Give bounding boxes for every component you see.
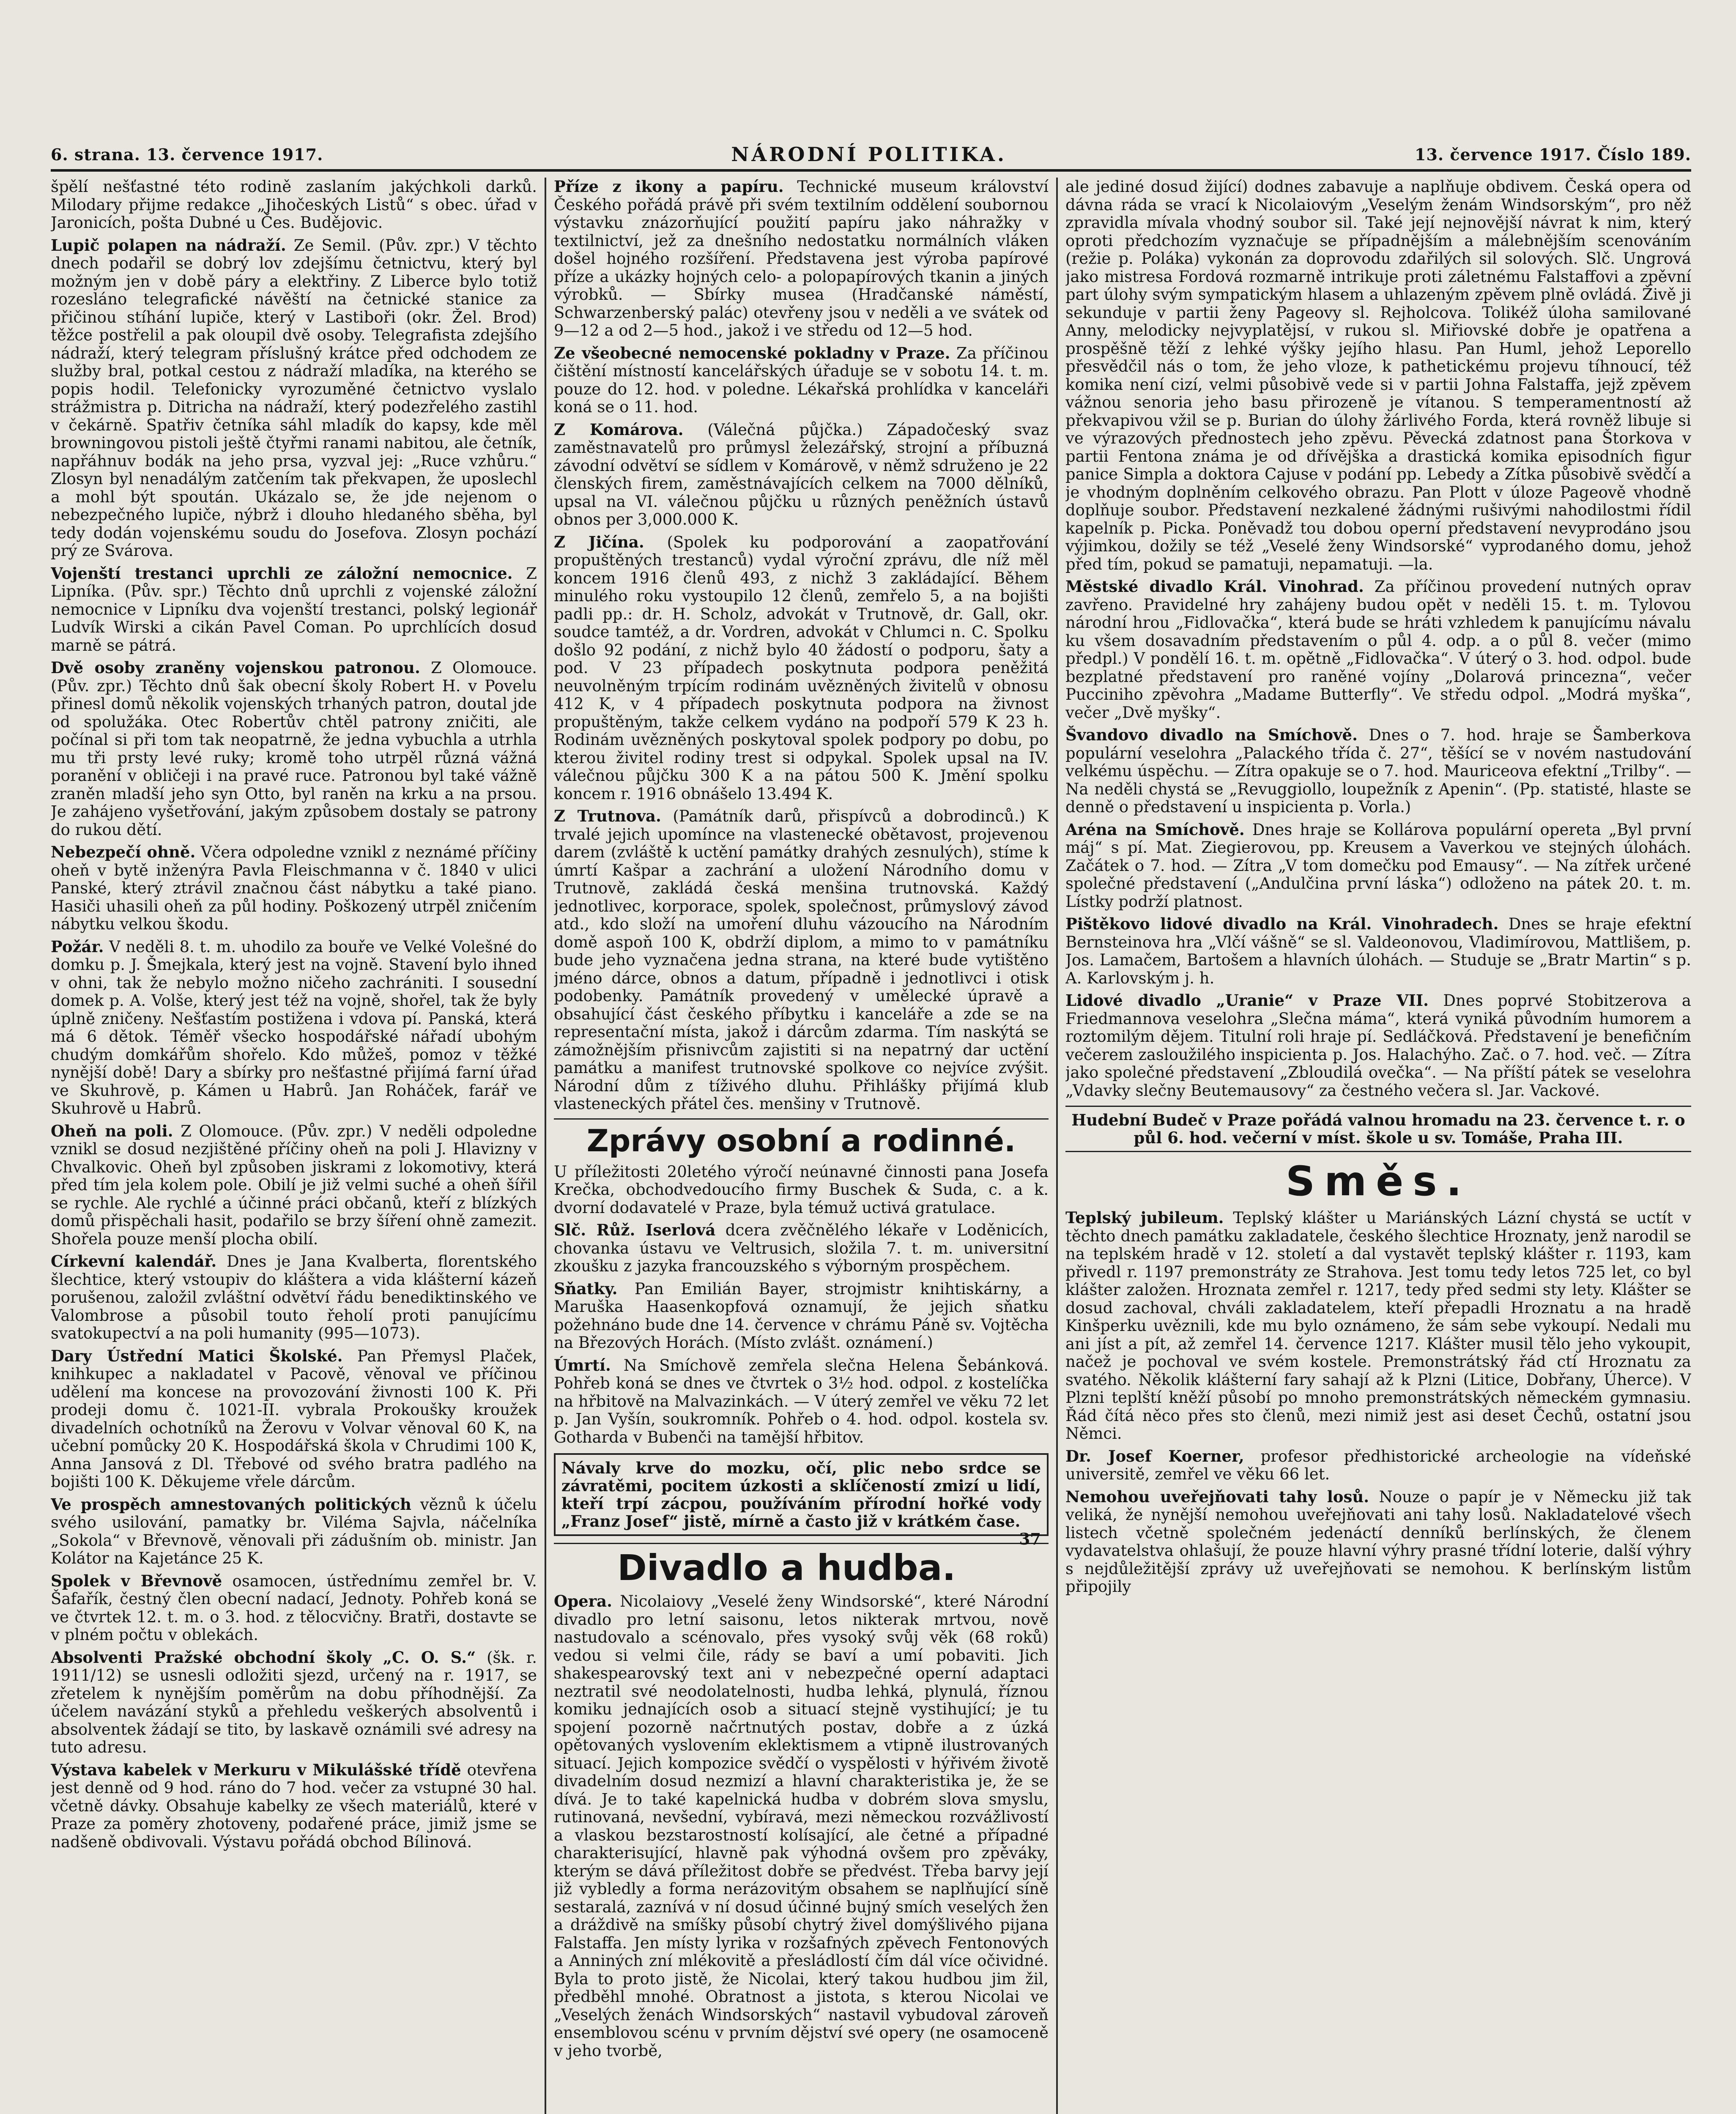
article <box>1065 1209 1691 1443</box>
article <box>51 1347 537 1491</box>
article-body: otevřena jest denně od 9 hod. ráno do 7 hod. večer za vstupné 30 hal. včetně dávky. Obsahuje kabelky ze všech materiálů, které v Praze za poměry zhotoveny, podařené práce, jimiž jsme se nadšeně obdivovali. Výstavu pořádá obchod Bílinová. <box>51 1761 537 1851</box>
article <box>554 1163 1049 1217</box>
article-body: Dnes poprvé Stobitzerova a Friedmannova veselohra „Slečna máma“, která vyniká původním humorem a roztomilým dějem. Titulní roli hraje pí. Sedláčková. Představení je benefičním večerem zasloužilého inspicienta p. Jos. Halachýho. Zač. o 7. hod. več. — Zítra jako společné představení „Zbloudilá ovečka“. — Na příští pátek se veselohra „Vdavky slečny Beutemausovy“ za čestného večera sl. Jar. Vackové. <box>1065 991 1691 1100</box>
article-headline: Nemohou uveřejňovati tahy losů. <box>1065 1487 1369 1506</box>
article-body: Technické museum království Českého pořádá právě při svém textilním oddělení soubornou výstavku znázorňující použití papíru jako náhražky v textilnictví, jež za dnešního nedostatku normálních vláken došel hojného rozšíření. Představena jest výroba papírové příze a ukázky hojných celo- a polopapírových tkanin a jiných výrobků. — Sbírky musea (Hradčanské náměstí, Schwarzenberský palác) otevřeny jsou v neděli a ve svátek od 9—12 a od 2—5 hod., jakož i ve středu od 12—5 hod. <box>554 178 1049 340</box>
article-body: Včera odpoledne vznikl z neznámé příčiny oheň v bytě inženýra Pavla Fleischmanna v č. 1840 v ulici Panské, který ztrávil značnou část nábytku a také piano. Hasiči uhasili oheň za půl hodiny. Poškozený utrpěl zničením nábytku velkou škodu. <box>51 843 537 933</box>
article <box>1065 991 1691 1100</box>
article-headline: Švandovo divadlo na Smíchově. <box>1065 726 1358 744</box>
article-headline: Spolek v Břevnově <box>51 1571 222 1590</box>
article-headline: Slč. Růž. Iserlová <box>554 1221 716 1239</box>
article-body: profesor předhistorické archeologie na vídeňské universitě, zemřel ve věku 66 let. <box>1065 1447 1691 1483</box>
advertisement-box <box>554 1453 1049 1548</box>
announcement <box>1065 1106 1691 1152</box>
advertisement-text: Návaly krve do mozku, očí, plic nebo srdce se závratěmi, pocitem úzkosti a sklíčeností zmizí u lidí, kteří trpí zácpou, používáním přírodní hořké vody „Franz Josef“ jistě, mírně a často již v krátkém čase. <box>561 1459 1041 1531</box>
article-headline: Z Trutnova. <box>554 807 661 825</box>
article-headline: Dvě osoby zraněny vojenskou patronou. <box>51 658 420 677</box>
article-headline: Ve prospěch amnestovaných politických <box>51 1495 411 1514</box>
article-headline: Aréna na Smíchově. <box>1065 820 1245 839</box>
column-3 <box>1065 178 1691 2114</box>
article-body: Za příčinou provedení nutných oprav zavřeno. Pravidelné hry zahájeny budou opět v neděli 15. t. m. Tylovou národní hrou „Fidlovačka“, která bude se hráti vzhledem k panujícímu návalu ku všem dosavadním představením o půl 4. odp. a o půl 8. večer (mimo předpl.) V pondělí 16. t. m. opětně „Fidlovačka“. V úterý o 3. hod. odpol. bude bezplatné představení pro raněné vojíny „Dolarová princezna“, večer Pucciniho zpěvohra „Madame Butterfly“. Ve středu odpol. „Modrá myška“, večer „Dvě myšky“. <box>1065 578 1691 722</box>
announcement-body: pořádá valnou hromadu na 23. července t. r. o půl 6. hod. večerní v míst. škole u sv. Tomáše, Praha III. <box>1134 1111 1685 1147</box>
article-body: Pan Emilián Bayer, strojmistr knihtiskárny, a Maruška Haasenkopfová oznamují, že jejich sňatku požehnáno bude dne 14. července v chrámu Páně sv. Vojtěcha na Březových Horách. (Místo zvlášt. oznámení.) <box>554 1279 1049 1352</box>
article-body: dcera zvěčnělého lékaře v Loděnicích, chovanka ústavu ve Veltrusich, složila 7. t. m. universitní zkoušku z jazyka francouzského s výborným prospěchem. <box>554 1221 1049 1275</box>
article-headline: Dary Ústřední Matici Školské. <box>51 1346 343 1365</box>
column-1 <box>51 178 537 2114</box>
section-title-divadlo: Divadlo a hudba. <box>554 1543 1049 1588</box>
article <box>1065 178 1691 573</box>
article <box>51 564 537 655</box>
article <box>1065 1488 1691 1596</box>
article-headline: Nebezpečí ohně. <box>51 843 196 861</box>
article <box>554 1592 1049 2060</box>
article-headline: Pištěkovo lidové divadlo na Král. Vinohradech. <box>1065 915 1499 933</box>
article <box>51 1122 537 1249</box>
article-body: Dnes o 7. hod. hraje se Šamberkova populární veselohra „Palackého třída č. 27“, těšící se v novém nastudování velkému úspěchu. — Zítra opakuje se o 7. hod. Mauriceova efektní „Trilby“. — Na neděli chystá se „Revuggiollo, loupežník z Apenin“. (Pp. statisté, hlaste se denně o představení u inspicienta p. Vorla.) <box>1065 726 1691 816</box>
article-body: Dnes hraje se Kollárova populární opereta „Byl první máj“ s pí. Mat. Ziegierovou, pp. Kreusem a Vaverkou ve stejných úlohách. Začátek o 7. hod. — Zítra „V tom domečku pod Emausy“. — Na zítřek určené společné představení („Andulčina první láska“) odloženo na pátek 20. t. m. Lístky podrží platnost. <box>1065 820 1691 911</box>
article <box>51 178 537 232</box>
article-body: Ze Semil. (Pův. zpr.) V těchto dnech podařil se dobrý lov zdejšímu četnictvu, který byl možným jen v době páry a elektřiny. Z Liberce bylo totiž rozesláno telegrafické návěští na četnické stanice za přičinou stíhání lupiče, který v Lastiboři (okr. Žel. Brod) těžce postřelil a pak oloupil dvě osoby. Telegrafista zdejšího nádraží, který telegram příslušný krátce před odchodem ze služby bral, potkal cestou z nádraží mladíka, na kterého se popis hodil. Telefonicky vyrozuměné četnictvo vyslalo strážmistra p. Ditricha na nádraží, který podezřelého zastihl v čekárně. Spatřiv četníka sáhl mladík do kapsy, kde měl browningovou pistoli ještě čtyřmi ranami nabitou, ale četník, napřáhnuv bodák na jeho prsa, vyzval jej: „Ruce vzhůru.“ Zlosyn byl nenadálým zatčením tak překvapen, že uposlechl a mohl být spoután. Ukázalo se, že jde nejenom o nebezpečného lupiče, nýbrž i dlouho hledaného sběha, byl tedy dodán vojenskému soudu do Josefova. Zlosyn pochází prý ze Svárova. <box>51 236 537 560</box>
article <box>51 1572 537 1644</box>
section-title-smes: Směs. <box>1286 1158 1471 1205</box>
article <box>51 938 537 1118</box>
article-body: U příležitosti 20letého výročí neúnavné činnosti pana Josefa Krečka, obchodvedoucího firmy Buschek & Suda, c. a k. dvorní dodavatelé v Praze, byla témuž uctivá gratulace. <box>554 1162 1049 1217</box>
article-body: Pan Přemysl Plaček, knihkupec a nakladatel v Pacově, věnoval ve příčinou udělení ma koncese na provozování živnosti 100 K. Při prodeji domu č. 1021-II. vybrala Prokoušky kroužek divadelních ochotníků na Žerovu v Volvar věnoval 60 K, na učební pomůcky 20 K. Hospodářská škola v Chrudimi 100 K, Anna Jansová z Dl. Třebové od svého bratra padlého na bojišti 100 K. Děkujeme vřele dárcům. <box>51 1347 537 1491</box>
article-headline: Požár. <box>51 937 104 956</box>
article-headline: Městské divadlo Král. Vinohrad. <box>1065 577 1364 596</box>
article <box>1065 1447 1691 1484</box>
article-headline: Absolventi Pražské obchodní školy „C. O. S.“ <box>51 1648 476 1667</box>
article <box>554 807 1049 1113</box>
article-headline: Vojenští trestanci uprchli ze záložní nemocnice. <box>51 564 513 583</box>
article-headline: Teplský jubileum. <box>1065 1208 1224 1227</box>
article <box>1065 821 1691 911</box>
article <box>554 1356 1049 1447</box>
announcement-headline: Hudební Budeč v Praze <box>1071 1111 1276 1129</box>
article-body: Dnes se hraje efektní Bernsteinova hra „Vlčí vášně“ se sl. Valdeonovou, Vladimírovou, Mattlišem, p. Jos. Lamačem, Bartošem a hlavních úlohách. — Studuje se „Bratr Martin“ s p. A. Karlovským j. h. <box>1065 915 1691 987</box>
article-body: Z Olomouce. (Pův. zpr.) Těchto dnů šak obecní školy Robert H. v Povelu přinesl domů několik vojenských trhaných patron, doutal jde od spolužáka. Otec Robertův chtěl patrony zničiti, ale počínal si při tom tak neopatrně, že jedna vybuchla a utrhla mu tři prsty levé ruky; kromě toho utrpěl různá vážná poranění v obličeji i na pravé ruce. Patronou byl také vážně zraněn mladší jeho syn Otto, byl raněn na krku a na prsou. Je zahájeno vyšetřování, jakým způsobem dostaly se patrony do rukou dětí. <box>51 659 537 839</box>
article-body: Na Smíchově zemřela slečna Helena Šebánková. Pohřeb koná se dnes ve čtvrtek o 3½ hod. odpol. z kostelíčka na hřbitově na Malvazinkách. — V úterý zemřel ve věku 72 let p. Jan Vyšín, soukromník. Pohřeb o 4. hod. odpol. kostela sv. Gotharda v Bubenči na tamější hřbitov. <box>554 1356 1049 1446</box>
article <box>554 533 1049 803</box>
header-left: 6. strana. 13. července 1917. <box>51 145 323 164</box>
article <box>1065 915 1691 987</box>
article <box>554 421 1049 529</box>
article <box>51 843 537 934</box>
column-2 <box>554 178 1049 2114</box>
article-body: Dnes je Jana Kvalberta, florentského šlechtice, který vstoupiv do kláštera a vida klášterní kázeň porušenou, založil zvláštní odvětví řádu benediktinského ve Valombrose a působil touto řeholí proti panujícímu svatokupectví a na poli humanity (995—1073). <box>51 1252 537 1342</box>
column-rule <box>545 178 546 2114</box>
article <box>554 178 1049 340</box>
article-headline: Dr. Josef Koerner, <box>1065 1446 1244 1465</box>
article-headline: Z Jičína. <box>554 532 644 551</box>
article-body: (Válečná půjčka.) Západočeský svaz zaměstnavatelů pro průmysl železářský, strojní a příbuzná závodní odvětví se sídlem v Komárově, v němž sdruženo je 22 členských firem, zaměstnávajících celkem na 7000 dělníků, upsal na VI. válečnou půjčku u různých peněžních ústavů obnos per 3,000.000 K. <box>554 420 1049 528</box>
article-headline: Oheň na poli. <box>51 1121 173 1140</box>
article-headline: Příze z ikony a papíru. <box>554 178 784 196</box>
article <box>554 1280 1049 1352</box>
article-body: (Spolek ku podporování a zaopatřování propuštěných trestanců) vydal výroční zprávu, dle níž měl koncem 1916 členů 493, z nichž 3 zakládající. Během minulého roku vystoupilo 12 členů, zemřelo 5, a na bojišti padli pp.: dr. H. Scholz, advokát v Trutnově, dr. Gall, okr. soudce tamtéž, a dr. Vordren, advokát v Chlumci n. C. Spolku došlo 92 podání, z nichž bylo 40 žádostí o podporu, šaty a pod. V 23 případech poskytnuta podpora peněžitá neuvolněným trpícím rodinám uvězněných živitelů v obnosu 412 K, v 4 případech poskytnuta podpora na živnost propuštěným, takže celkem vydáno na podpoří 579 K 23 h. Rodinám uvězněných poskytoval spolek podpory po dobu, po kterou živitel rodiny trest si odpykal. Spolek upsal na IV. válečnou půjčku 300 K a na pátou 500 K. Jmění spolku koncem r. 1916 obnášelo 13.494 K. <box>554 533 1049 803</box>
article <box>51 659 537 839</box>
article <box>51 236 537 560</box>
advertisement-number: 37 <box>1019 1530 1041 1548</box>
article-body: Teplský klášter u Mariánských Lázní chystá se uctít v těchto dnech památku zakladatele, českého šlechtice Hroznaty, jenž narodil se na teplském hradě v 12. století a dal vystavět teplský klášter r. 1193, kam přivedl r. 1197 premonstráty ze Strahova. Jest tomu tedy letos 725 let, co byl klášter založen. Hroznata zemřel r. 1217, tedy před sedmi sty lety. Klášter se dosud zachoval, chváli zakladatelem, kteří přepadli Hroznatu a na hradě Kinšperku uvěznili, kde mu bylo oznámeno, že sám sebe vykoupí. Nedali mu ani jíst a pít, až zemřel 14. července 1217. Klášter musil tělo jeho vykoupit, načež je pochoval ve svém kostele. Premonstrátský řád ctí Hroznatu za svatého. Několik klášterní fary sahají až k Plzni (Litice, Dobřany, Úherce). V Plzni teplští kněží působí po mnoho premonstrátských německém gymnasiu. Řád čítá něco přes sto členů, mezi nimiž jest asi deset Čechů, ostatní jsou Němci. <box>1065 1209 1691 1443</box>
section-title-zpravy: Zprávy osobní a rodinné. <box>554 1118 1049 1158</box>
article <box>1065 578 1691 722</box>
article-headline: Opera. <box>554 1592 612 1610</box>
article-body: Za příčinou čištění místností kancelářských úřaduje se v sobotu 14. t. m. pouze do 12. hod. v poledne. Lékařská prohlídka v kanceláři koná se o 11. hod. <box>554 344 1049 416</box>
article-body: Z Olomouce. (Pův. zpr.) V neděli odpoledne vznikl se dosud nezjištěné příčiny oheň na poli J. Hlavizny v Chvalkovic. Oheň byl způsoben jiskrami z lokomotivy, která před tím jela kolem pole. Obilí je již velmi suché a oheň šířil se rychle. Ale rychlé a účinné práci občanů, kteří z blízkých domů přispěchali hasit, podařilo se brzy šíření ohně zamezit. Shořela pouze menší plocha obilí. <box>51 1122 537 1248</box>
article-body: Z Lipníka. (Pův. spr.) Těchto dnů uprchli z vojenské záložní nemocnice v Lipníku dva vojenští trestanci, polský legionář Ludvík Wirski a cikán Pavel Coman. Po uprchlících dosud marně se pátrá. <box>51 564 537 654</box>
article-headline: Z Komárova. <box>554 420 684 439</box>
page-header <box>51 140 1691 172</box>
header-right: 13. července 1917. Číslo 189. <box>1415 145 1691 164</box>
article-body: (Památník darů, přispívců a dobrodinců.) K trvalé jejich upomínce na vlastenecké obětavost, projevenou darem (zvláště k uctění památky drahých zesnulých), stíme k úmrtí Kašpar a zachrání a uložení Národního domu v Trutnově, zakládá česká menšina trutnovská. Každý jednotlivec, korporace, spolek, společnost, průmyslový závod atd., kdo složí na umoření dluhu vázoucího na Národním domě aspoň 100 K, obdrží diplom, a mimo to v památníku bude jeho vyznačena jedna strana, na které bude vytištěno jméno dárce, obnos a datum, případně i jednotlivci i otisk podobenky. Památník provedený v umělecké úpravě a obsahující část českého příbytku i kanceláře a zde se na representační místa, jakož i dárcům zdarma. Tím naskýtá se zámožnějším přisnivcům zajistiti si na nepatrný dar uctění památku a manifest trutnovské spolkove co nejvíce zvýšit. Národní dům z tíživého dluhu. Přihlášky přijímá klub vlasteneckých přátel čes. menšiny v Trutnově. <box>554 807 1049 1113</box>
article-body: věznů k účelu svého usilování, pamatky br. Viléma Sajvla, náčelníka „Sokola“ v Břevnově, věnovali při zádušním ob. ministr. Jan Kolátor na Kajetánce 25 K. <box>51 1495 537 1567</box>
column-rule <box>1056 178 1058 2114</box>
article-body: Nicolaiovy „Veselé ženy Windsorské“, které Národní divadlo pro letní saisonu, letos nikterak mrtvou, nově nastudovalo a scénovalo, přes vysoký svůj věk (68 roků) vedou si velmi čile, rády se baví a umí pobaviti. Jich shakespearovský text ani v nebezpečné operní adaptaci neztratil své neodolatelnosti, hudba lehká, plynulá, říznou komiku jednajících osob a situací stejně vystihující; je tu spojení pozorně načrtnutých postav, dobře a z úzká opětovaných vyslovením eklektismem a vtipně ilustrovaných situací. Jejich kompozice svědčí o vyspělosti v hýřivém životě divadelním dosud nezmizí a hlavní charakteristika je, že se dívá. Je to také kapelnická hudba v dobrém slova smyslu, rutinovaná, nevšední, vybíravá, mezi německou rozvážlivostí a vlaskou bezstarostností kolísající, ale četné a případné charakterisující, hlavně pak výhodná ovšem pro zpěváky, kterým se dává příležitost dobře se předvést. Třeba barvy její již vybledly a forma nerázovitým obsahem se naplňující síně sestaralá, zaznívá v ní dosud účinné bujný smích veselých žen a dráždivě na smíšky působí chytrý živel domýšlivého pijana Falstaffa. Jen místy lyrika v rozšafných zpěvech Fentonových a Anniných zní mlékovitě a přesládlostí čím dál více očividné. Byla to proto jistě, že Nicolai, který takou hudbou jim žil, předběhl mnohé. Obratnost a jistota, s kterou Nicolai ve „Veselých ženách Windsorských“ nastavil vybudoval zároveň ensemblovou scénu v prvním dějství své opery (ne osamoceně v jeho tvorbě, <box>554 1592 1049 2060</box>
article-headline: Sňatky. <box>554 1279 618 1298</box>
article <box>51 1648 537 1757</box>
article <box>51 1761 537 1851</box>
article <box>554 344 1049 416</box>
article-headline: Ze všeobecné nemocenské pokladny v Praze. <box>554 343 950 362</box>
masthead: NÁRODNÍ POLITIKA. <box>731 143 1007 166</box>
article-body: ale jediné dosud žijící) dodnes zabavuje a naplňuje obdivem. Česká opera od dávna ráda se vrací k Nicolaiovým „Veselým ženám Windsorským“, pro něž zpravidla mívala vhodný soubor sil. Také její nejnovější návrat k nim, který oproti předchozím vyznačuje se případnějším a málebnějším scenováním (režie p. Poláka) vykonán za doprovodu zdařilých sil solových. Slč. Ungrová jako mistresa Fordová rozmarně intrikuje proti záletnému Falstaffovi a zpěvní part úlohy svým sympatickým hlasem a uhlazeným zpěvem plně ovládá. Živě ji sekunduje v partii ženy Pageovy sl. Rejholcova. Tolikéž úloha samilované Anny, melodicky nejvyplatějsí, v rukou sl. Miřiovské dobře je opatřena a prospěšně těží z lehké výšky jejího hlasu. Pan Huml, jehož Leporello přesvědčil nás o tom, že jeho vloze, k pathetickému projevu tíhnoucí, též komika není cizí, velmi působivě vede si v partii Johna Falstaffa, jejž zpěvem vážnou senoria jeho basu přirozeně je vítanou. S temperamentností až překvapivou vžil se p. Burian do úlohy žárlivého Forda, která rovněž libuje si ve výrazových přednostech jeho zpěvu. Pěvecká zdatnost pana Štorkova v partii Fentona známa je od dřívějška a drastická komika episodních figur panice Simpla a doktora Cajuse v podání pp. Lebedy a Zítka působivě svědčí a je vhodným doplněním celkového obrazu. Pan Plott v úloze Pageově vhodně doplňuje soubor. Představení nezkalené žádnými rušivými nahodilostmi řídil kapelník p. Picka. Poněvadž tou dobou operní představení nevyprodáno jsou výjimkou, dožily se též „Veselé ženy Windsorské“ vyprodaného domu, jehož před tím, pokud se pamatuji, nepamatuji. —la. <box>1065 178 1691 573</box>
article-headline: Církevní kalendář. <box>51 1252 217 1271</box>
article <box>1065 726 1691 816</box>
article-headline: Úmrtí. <box>554 1355 611 1375</box>
article-body: (šk. r. 1911/12) se usnesli odložiti sjezd, určený na r. 1917, se zřetelem k nynějším poměrům na dobu příhodnější. Za účelem navázání styků a přehledu veškerých absolventů i absolventek žádají se tito, by laskavě oznámili své adresy na tuto adresu. <box>51 1648 537 1756</box>
article-headline: Výstava kabelek v Merkuru v Mikulášské třídě <box>51 1760 461 1779</box>
article-body: Nouze o papír je v Německu již tak veliká, že nynější nemohou uveřejňovati ani tahy losů. Nakladatelové všech listech včetně společném jedenáctí denníků berlínských, že členem vydavatelstva ohlašují, že pouze hlavní výhry prasné třídní loterie, další výhry s nejdůležitější zprávy už uveřejňovati se nemohou. K berlínským listům připojily <box>1065 1487 1691 1596</box>
article-body: osamocen, ústřednímu zemřel br. V. Šafařík, čestný člen obecní nadací, Jednoty. Pohřeb koná se ve čtvrtek 12. t. m. o 3. hod. z tělocvičny. Bratři, dostavte se v plném počtu v oblekách. <box>51 1572 537 1644</box>
article <box>554 1221 1049 1276</box>
article-headline: Lidové divadlo „Uranie“ v Praze VII. <box>1065 991 1429 1010</box>
article <box>51 1252 537 1343</box>
article <box>51 1495 537 1568</box>
article-headline: Lupič polapen na nádraží. <box>51 235 286 255</box>
article-body: špělí nešťastné této rodině zaslaním jakýchkoli darků. Milodary přijme redakce „Jihočeských Listů“ s obec. úřad v Jaronicích, pošta Dubné u Čes. Budějovic. <box>51 178 537 232</box>
article-body: V neděli 8. t. m. uhodilo za bouře ve Velké Volešné do domku p. J. Šmejkala, který jest na vojně. Stavení bylo ihned v ohni, tak že nebylo možno ničeho zachrániti. I sousední domek p. A. Volše, který jest též na vojně, shořel, tak že byly úplně zničeny. Nešťastím postižena i vdova pí. Panská, která má 6 dětok. Téměř všecko hospodářské nářadí ubohým chudým domkářům shořelo. Kdo můžeš, pomoz v těžké nynější době! Dary a sbírky pro nešťastné přijímá farní úřad ve Skuhrově, p. Kámen u Habrů. Jan Roháček, farář ve Skuhrově u Habrů. <box>51 937 537 1117</box>
